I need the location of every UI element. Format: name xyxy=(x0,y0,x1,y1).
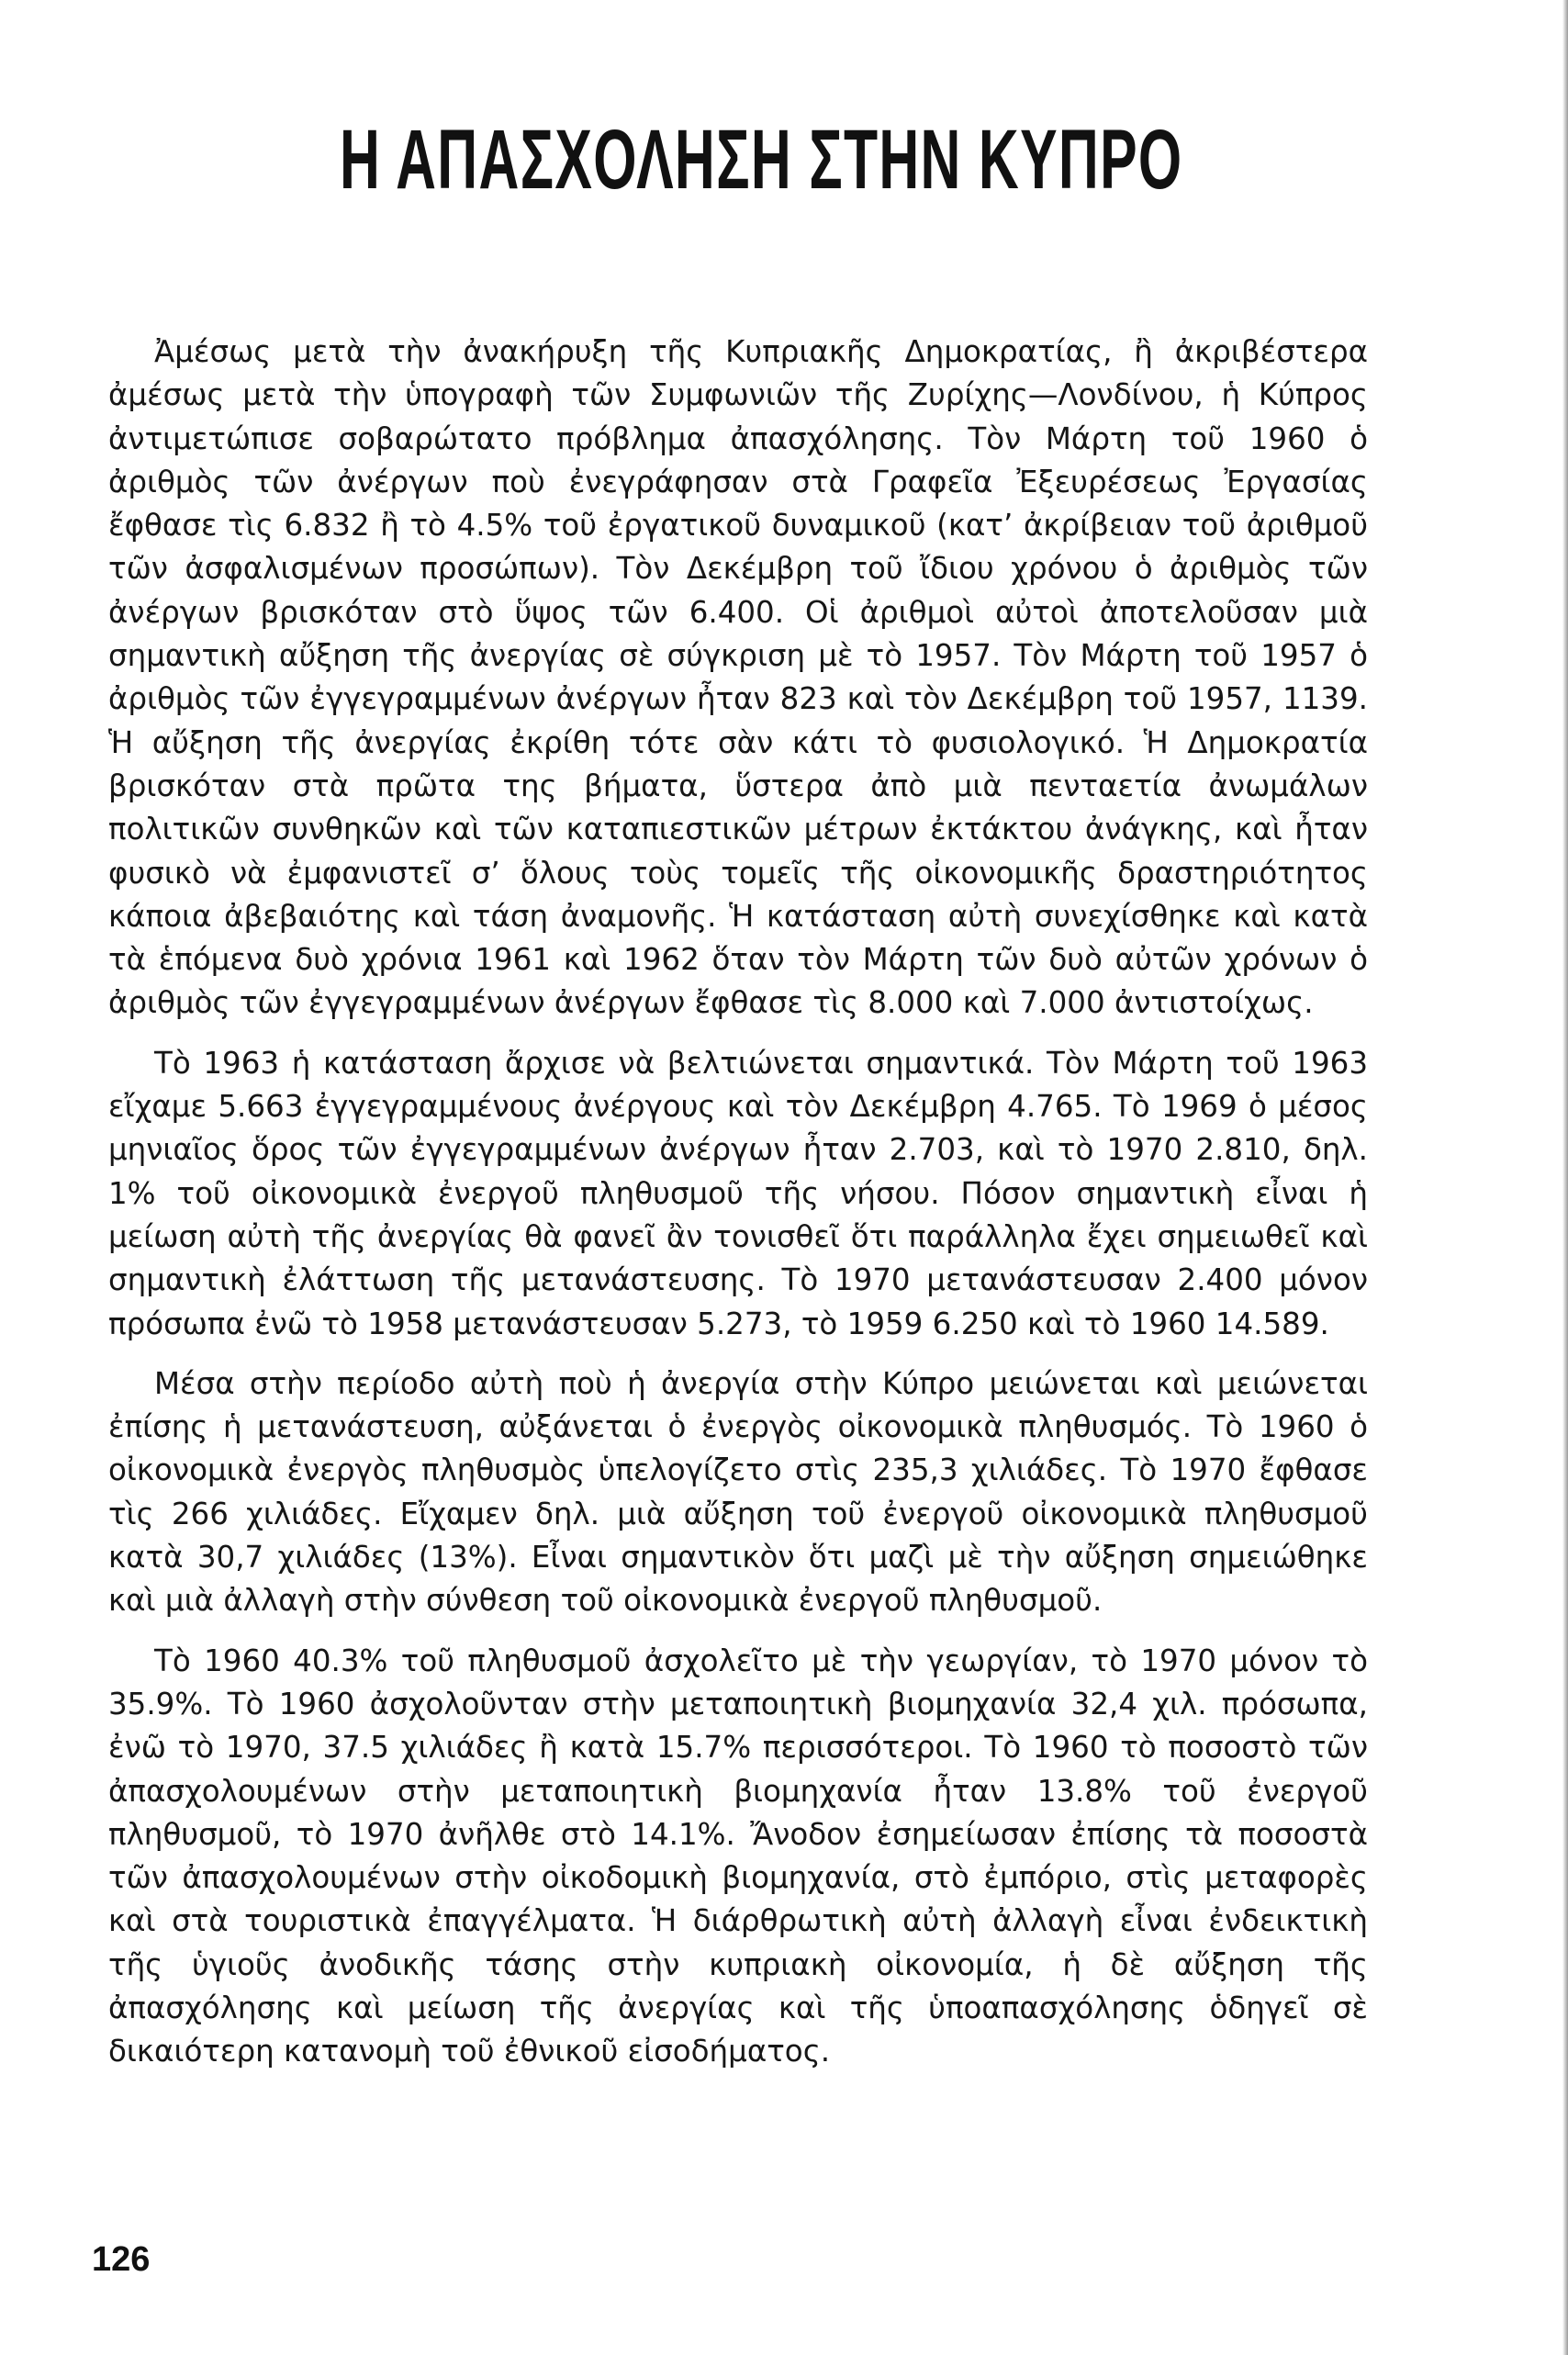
paragraph-1: Ἀμέσως μετὰ τὴν ἀνακήρυξη τῆς Κυπριακῆς Δημοκρατίας, ἢ ἀκριβέστερα ἀμέσως μετὰ τὴν ὑπογραφὴ τῶν Συμφωνιῶν τῆς Ζυρίχης—Λονδίνου, ἡ Κύπρος ἀντιμετώπισε σοβαρώτατο πρόβλημα ἀπασχόλησης. Τὸν Μάρτη τοῦ 1960 ὁ ἀριθμὸς τῶν ἀνέργων ποὺ ἐνεγράφησαν στὰ Γραφεῖα Ἐξευρέσεως Ἐργασίας ἔφθασε τὶς 6.832 ἢ τὸ 4.5% τοῦ ἐργατικοῦ δυναμικοῦ (κατ’ ἀκρίβειαν τοῦ ἀριθμοῦ τῶν ἀσφαλισμένων προσώπων). Τὸν Δεκέμβρη τοῦ ἴδιου χρόνου ὁ ἀριθμὸς τῶν ἀνέργων βρισκόταν στὸ ὕψος τῶν 6.400. Οἱ ἀριθμοὶ αὐτοὶ ἀποτελοῦσαν μιὰ σημαντικὴ αὔξηση τῆς ἀνεργίας σὲ σύγκριση μὲ τὸ 1957. Τὸν Μάρτη τοῦ 1957 ὁ ἀριθμὸς τῶν ἐγγεγραμμένων ἀνέργων ἦταν 823 καὶ τὸν Δεκέμβρη τοῦ 1957, 1139. Ἡ αὔξηση τῆς ἀνεργίας ἐκρίθη τότε σὰν κάτι τὸ φυσιολογικό. Ἡ Δημοκρατία βρισκόταν στὰ πρῶτα της βήματα, ὕστερα ἀπὸ μιὰ πενταετία ἀνωμάλων πολιτικῶν συνθηκῶν καὶ τῶν καταπιεστικῶν μέτρων ἐκτάκτου ἀνάγκης, καὶ ἦταν φυσικὸ νὰ ἐμφανιστεῖ σ’ ὅλους τοὺς τομεῖς τῆς οἰκονομικῆς δραστηριότητος κάποια ἀβεβαιότης καὶ τάση ἀναμονῆς. Ἡ κατάσταση αὐτὴ συνεχίσθηκε καὶ κατὰ τὰ ἑπόμενα δυὸ χρόνια 1961 καὶ 1962 ὅταν τὸν Μάρτη τῶν δυὸ αὐτῶν χρόνων ὁ ἀριθμὸς τῶν ἐγγεγραμμένων ἀνέργων ἔφθασε τὶς 8.000 καὶ 7.000 ἀντιστοίχως. xyxy=(108,334,1368,1021)
paragraph-2: Τὸ 1963 ἡ κατάσταση ἄρχισε νὰ βελτιώνεται σημαντικά. Τὸν Μάρτη τοῦ 1963 εἴχαμε 5.663 ἐγγεγραμμένους ἀνέργους καὶ τὸν Δεκέμβρη 4.765. Τὸ 1969 ὁ μέσος μηνιαῖος ὅρος τῶν ἐγγεγραμμένων ἀνέργων ἦταν 2.703, καὶ τὸ 1970 2.810, δηλ. 1% τοῦ οἰκονομικὰ ἐνεργοῦ πληθυσμοῦ τῆς νήσου. Πόσον σημαντικὴ εἶναι ἡ μείωση αὐτὴ τῆς ἀνεργίας θὰ φανεῖ ἂν τονισθεῖ ὅτι παράλληλα ἔχει σημειωθεῖ καὶ σημαντικὴ ἐλάττωση τῆς μετανάστευσης. Τὸ 1970 μετανάστευσαν 2.400 μόνον πρόσωπα ἐνῶ τὸ 1958 μετανάστευσαν 5.273, τὸ 1959 6.250 καὶ τὸ 1960 14.589. xyxy=(108,1045,1368,1341)
paragraph-3: Μέσα στὴν περίοδο αὐτὴ ποὺ ἡ ἀνεργία στὴν Κύπρο μειώνεται καὶ μειώνεται ἐπίσης ἡ μετανάστευση, αὐξάνεται ὁ ἐνεργὸς οἰκονομικὰ πληθυσμός. Τὸ 1960 ὁ οἰκονομικὰ ἐνεργὸς πληθυσμὸς ὑπελογίζετο στὶς 235,3 χιλιάδες. Τὸ 1970 ἔφθασε τὶς 266 χιλιάδες. Εἴχαμεν δηλ. μιὰ αὔξηση τοῦ ἐνεργοῦ οἰκονομικὰ πληθυσμοῦ κατὰ 30,7 χιλιάδες (13%). Εἶναι σημαντικὸν ὅτι μαζὶ μὲ τὴν αὔξηση σημειώθηκε καὶ μιὰ ἀλλαγὴ στὴν σύνθεση τοῦ οἰκονομικὰ ἐνεργοῦ πληθυσμοῦ. xyxy=(108,1365,1368,1619)
article-body xyxy=(108,331,1368,2074)
page-title: Η ΑΠΑΣΧΟΛΗΣΗ ΣΤΗΝ ΚΥΠΡΟ xyxy=(340,113,1183,207)
page-number: 126 xyxy=(92,2240,151,2279)
paragraph-4: Τὸ 1960 40.3% τοῦ πληθυσμοῦ ἀσχολεῖτο μὲ τὴν γεωργίαν, τὸ 1970 μόνον τὸ 35.9%. Τὸ 1960 ἀσχολοῦνταν στὴν μεταποιητικὴ βιομηχανία 32,4 χιλ. πρόσωπα, ἐνῶ τὸ 1970, 37.5 χιλιάδες ἢ κατὰ 15.7% περισσότεροι. Τὸ 1960 τὸ ποσοστὸ τῶν ἀπασχολουμένων στὴν μεταποιητικὴ βιομηχανία ἦταν 13.8% τοῦ ἐνεργοῦ πληθυσμοῦ, τὸ 1970 ἀνῆλθε στὸ 14.1%. Ἄνοδον ἐσημείωσαν ἐπίσης τὰ ποσοστὰ τῶν ἀπασχολουμένων στὴν οἰκοδομικὴ βιομηχανία, στὸ ἐμπόριο, στὶς μεταφορὲς καὶ στὰ τουριστικὰ ἐπαγγέλματα. Ἡ διάρθρωτικὴ αὐτὴ ἀλλαγὴ εἶναι ἐνδεικτικὴ τῆς ὑγιοῦς ἀνοδικῆς τάσης στὴν κυπριακὴ οἰκονομία, ἡ δὲ αὔξηση τῆς ἀπασχόλησης καὶ μείωση τῆς ἀνεργίας καὶ τῆς ὑποαπασχόλησης ὁδηγεῖ σὲ δικαιότερη κατανομὴ τοῦ ἐθνικοῦ εἰσοδήματος. xyxy=(108,1643,1368,2069)
scan-edge xyxy=(1562,0,1568,2355)
